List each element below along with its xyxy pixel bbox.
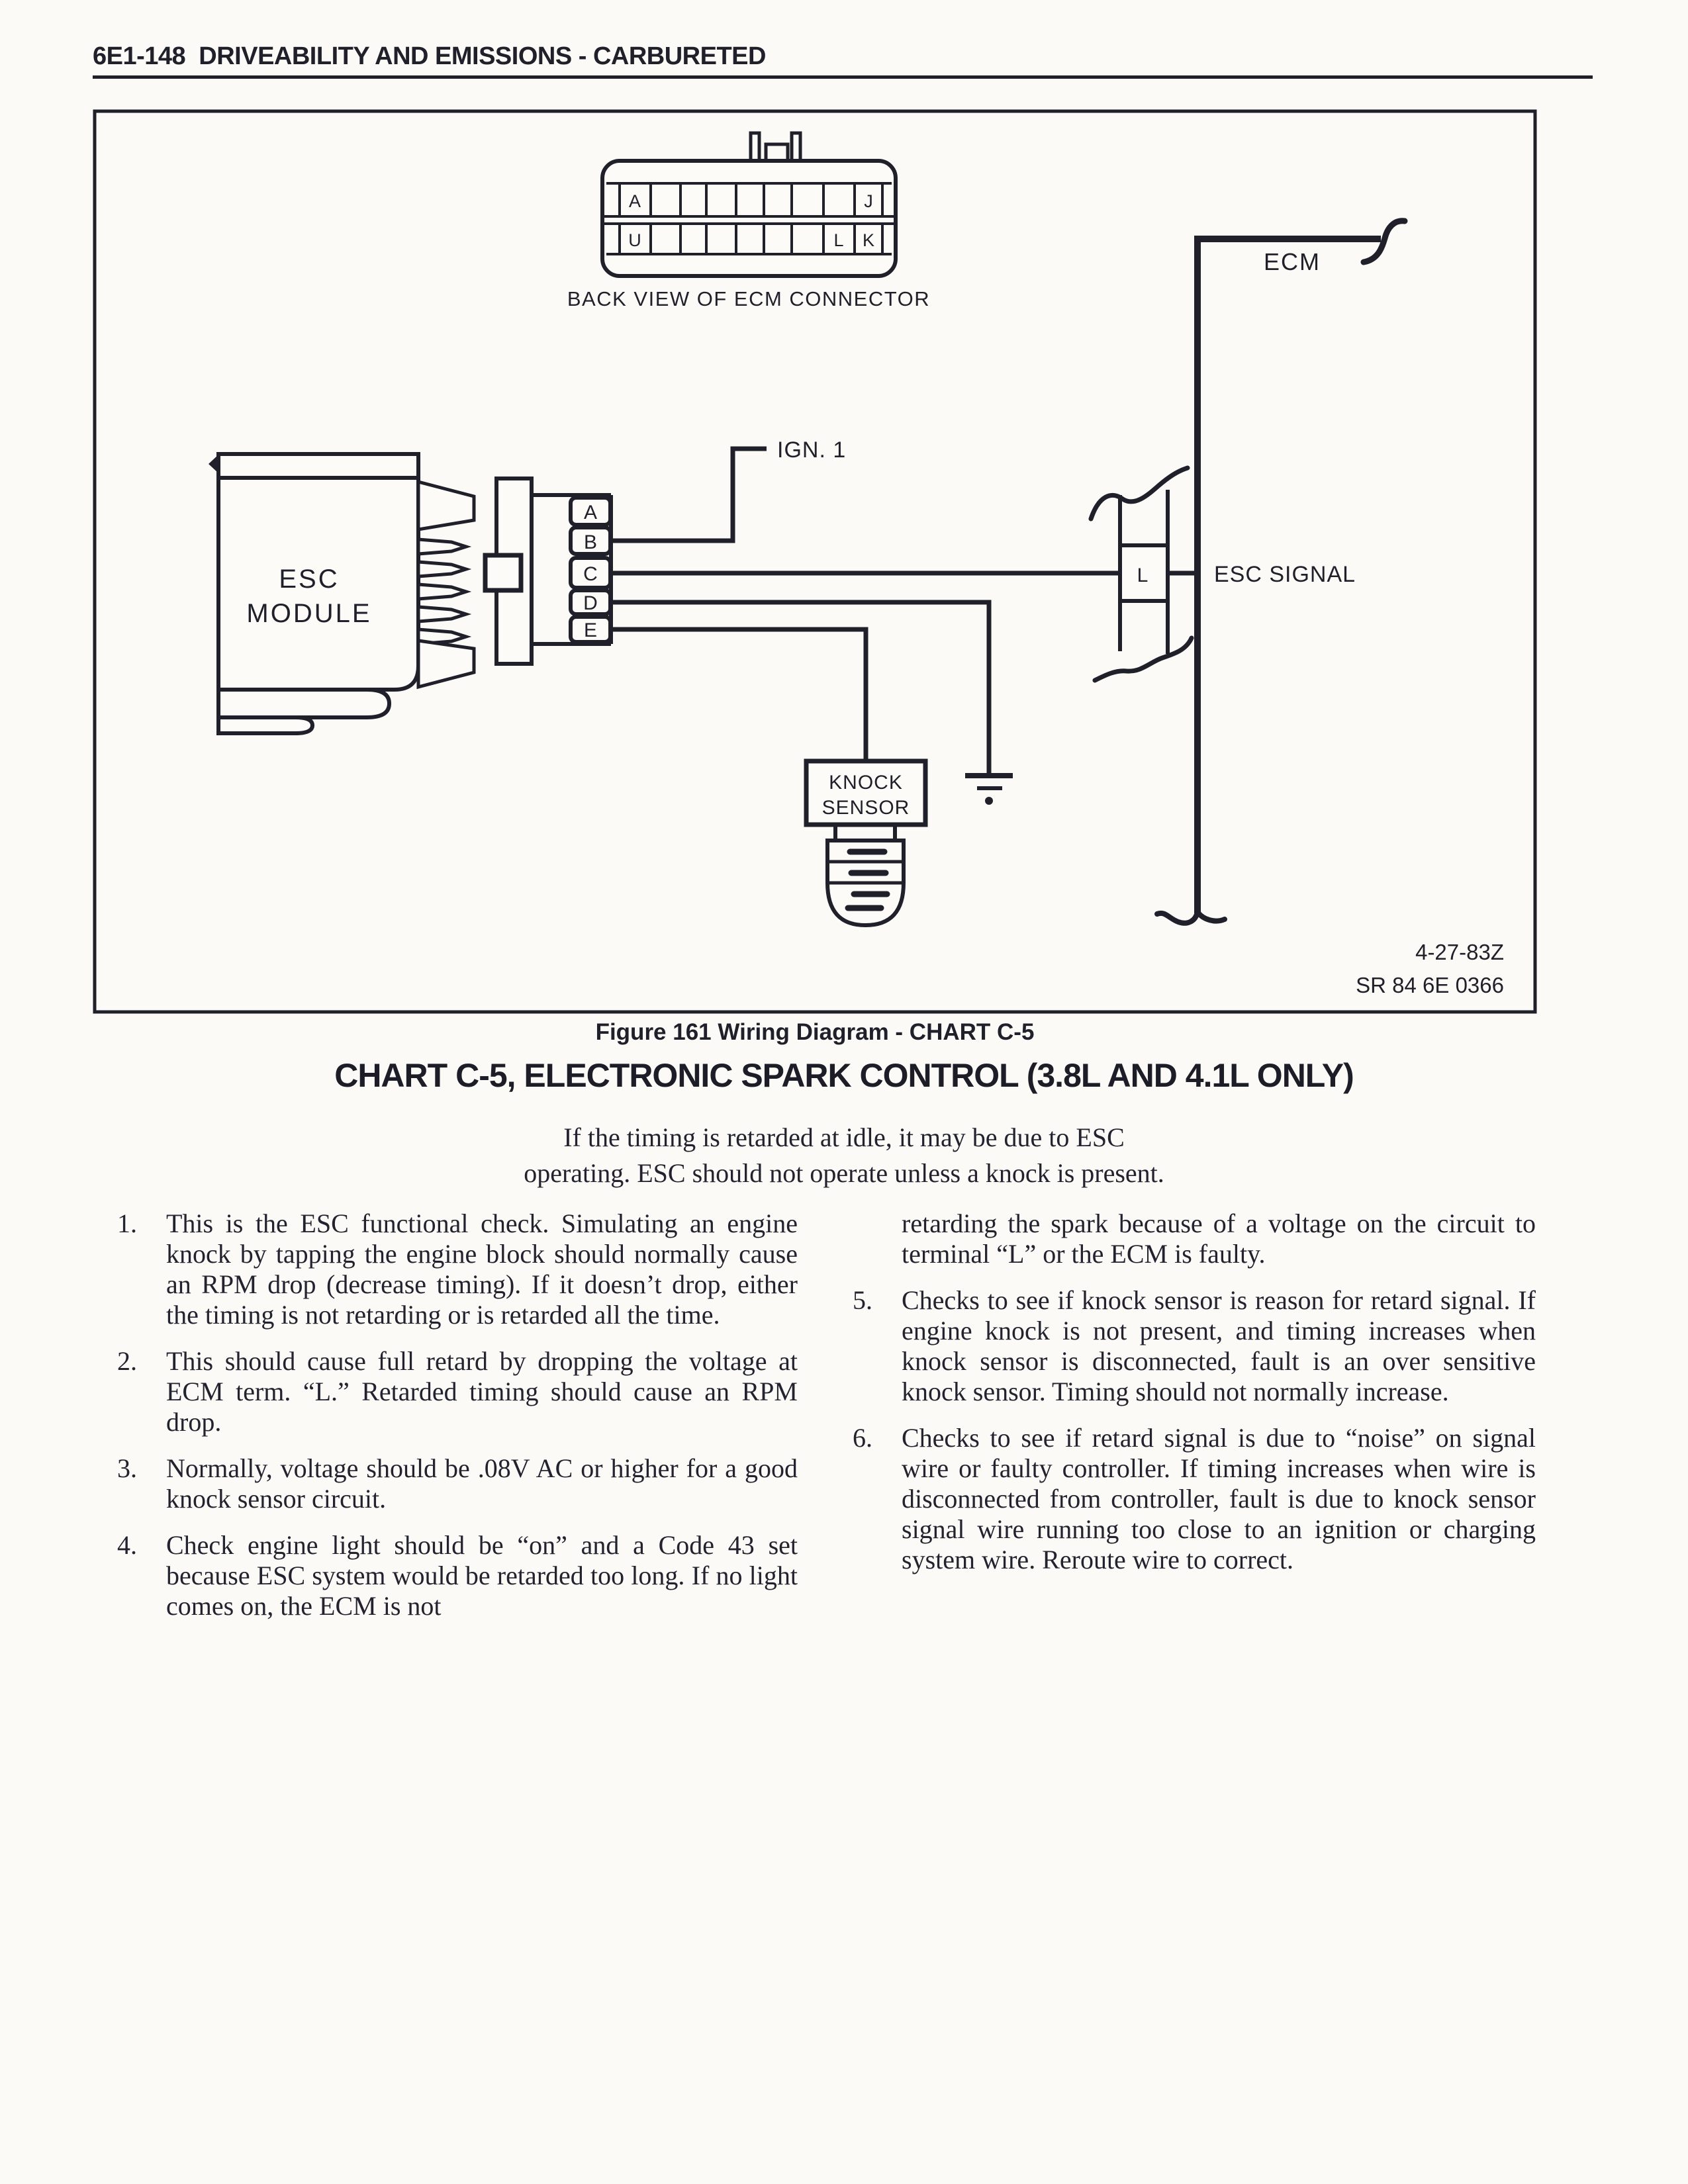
- esc-module-label-line1: ESC: [279, 565, 340, 594]
- ref-code: SR 84 6E 0366: [1356, 973, 1504, 997]
- section-heading: CHART C-5, ELECTRONIC SPARK CONTROL (3.8L AND 4.1L ONLY): [334, 1057, 1354, 1094]
- terminal-letter-d: D: [583, 592, 598, 614]
- list-item-6: [853, 1423, 1536, 1575]
- module-top-flange: [218, 454, 418, 478]
- date-code: 4-27-83Z: [1415, 940, 1504, 964]
- item-number: 3.: [117, 1453, 137, 1483]
- list-item-2: [117, 1346, 798, 1437]
- knock-sensor-label-line1: KNOCK: [829, 772, 903, 794]
- module-foot: [218, 717, 312, 733]
- wire-b-ign1: [609, 449, 767, 541]
- item-number: 4.: [117, 1530, 137, 1560]
- connector-prong-right: [792, 133, 800, 161]
- module-pin-bottom: [418, 641, 474, 687]
- terminal-letter-e: E: [583, 619, 598, 641]
- back-view-label: BACK VIEW OF ECM CONNECTOR: [567, 287, 931, 310]
- item-text: This should cause full retard by dropping the voltage at ECM term. “L.” Retarded timing should cause an RPM drop.: [166, 1346, 798, 1437]
- connector-lock-tab: [485, 555, 521, 590]
- knock-sensor: [806, 761, 925, 925]
- ecm-bottom-hook-right: [1197, 912, 1225, 921]
- item-number: 6.: [853, 1423, 872, 1453]
- wiring-diagram: [93, 109, 1537, 1014]
- ground-symbol: [965, 776, 1013, 805]
- connector-key-notch: [766, 144, 788, 161]
- item-number: [853, 1208, 902, 1269]
- ground-dot: [985, 797, 993, 805]
- page-header: 6E1-148 DRIVEABILITY AND EMISSIONS - CARBURETED: [93, 42, 766, 70]
- item-number: 5.: [853, 1285, 872, 1315]
- wire-e-knock-sensor: [609, 629, 866, 760]
- item-text: Check engine light should be “on” and a Code 43 set because ESC system would be retarded too long. If no light comes on, the ECM is not: [166, 1530, 798, 1621]
- sensor-neck: [835, 825, 895, 841]
- terminal-letter-b: B: [583, 531, 598, 553]
- item-text: Checks to see if knock sensor is reason for retard signal. If engine knock is not present, and timing increases when knock sensor is disconnected, fault is an over sensitive knock sensor. Timing should not normally increase.: [902, 1285, 1536, 1406]
- item-text: This is the ESC functional check. Simulating an engine knock by tapping the engine block should normally cause an RPM drop (decrease timing). If it doesn’t drop, either the timing is not retarding or is retarded all the time.: [166, 1208, 798, 1330]
- connector-pin-a: A: [628, 191, 641, 211]
- connector-pin-u: U: [628, 230, 641, 250]
- connector-pin-l: L: [833, 230, 844, 250]
- connector-pin-j: J: [864, 191, 873, 211]
- strip-top-tear: [1091, 468, 1188, 519]
- list-item-5: [853, 1285, 1536, 1407]
- list-item-1: [117, 1208, 798, 1330]
- module-bottom-band: [218, 690, 389, 717]
- esc-signal-label: ESC SIGNAL: [1214, 562, 1356, 587]
- module-pin-2: [418, 562, 466, 576]
- list-item-3: [117, 1453, 798, 1514]
- connector-prong-left: [751, 133, 759, 161]
- esc-module-label-line2: MODULE: [246, 599, 372, 628]
- module-pin-3: [418, 584, 466, 599]
- ecm-connector-back-view: [567, 133, 930, 310]
- item-number: 2.: [117, 1346, 137, 1376]
- intro-paragraph: [199, 1120, 1489, 1191]
- list-item-4: [117, 1530, 798, 1621]
- figure-caption: Figure 161 Wiring Diagram - CHART C-5: [595, 1019, 1035, 1045]
- strip-bottom-tear: [1095, 638, 1192, 680]
- l-terminal-strip: [1091, 468, 1356, 680]
- l-terminal-letter: L: [1137, 565, 1149, 586]
- module-pin-4: [418, 607, 466, 621]
- list-column-left: [117, 1208, 798, 1637]
- wires: [609, 437, 1120, 774]
- header-rule: [93, 75, 1593, 79]
- connector-pin-k: K: [862, 230, 875, 250]
- terminal-letter-a: A: [583, 502, 598, 523]
- terminal-letter-c: C: [583, 563, 598, 585]
- module-pin-1: [418, 539, 466, 554]
- list-column-right: [853, 1208, 1536, 1591]
- esc-module: [209, 454, 474, 733]
- item-text: Checks to see if retard signal is due to “noise” on signal wire or faulty controller. If timing increases when wire is disconnected from controller, fault is due to knock sensor signal wire running too close to an ignition or charging system wire. Reroute wire to correct.: [902, 1423, 1536, 1574]
- list-item-4-continued: [853, 1208, 1536, 1269]
- item-number: 1.: [117, 1208, 137, 1238]
- knock-sensor-label-line2: SENSOR: [821, 797, 910, 819]
- intro-line-1: If the timing is retarded at idle, it may be due to ESC: [563, 1122, 1125, 1152]
- ign1-label: IGN. 1: [777, 437, 847, 463]
- intro-line-2: operating. ESC should not operate unless a knock is present.: [524, 1158, 1164, 1188]
- module-pin-top: [418, 482, 474, 529]
- ecm-bottom-hook-left: [1157, 912, 1197, 923]
- item-text: Normally, voltage should be .08V AC or higher for a good knock sensor circuit.: [166, 1453, 798, 1514]
- item-text: retarding the spark because of a voltage on the circuit to terminal “L” or the ECM is faulty.: [902, 1208, 1536, 1269]
- ecm-label: ECM: [1264, 248, 1321, 275]
- connector-shell: [602, 161, 896, 276]
- harness-connector: [485, 478, 611, 664]
- drawing-codes: [1356, 940, 1504, 997]
